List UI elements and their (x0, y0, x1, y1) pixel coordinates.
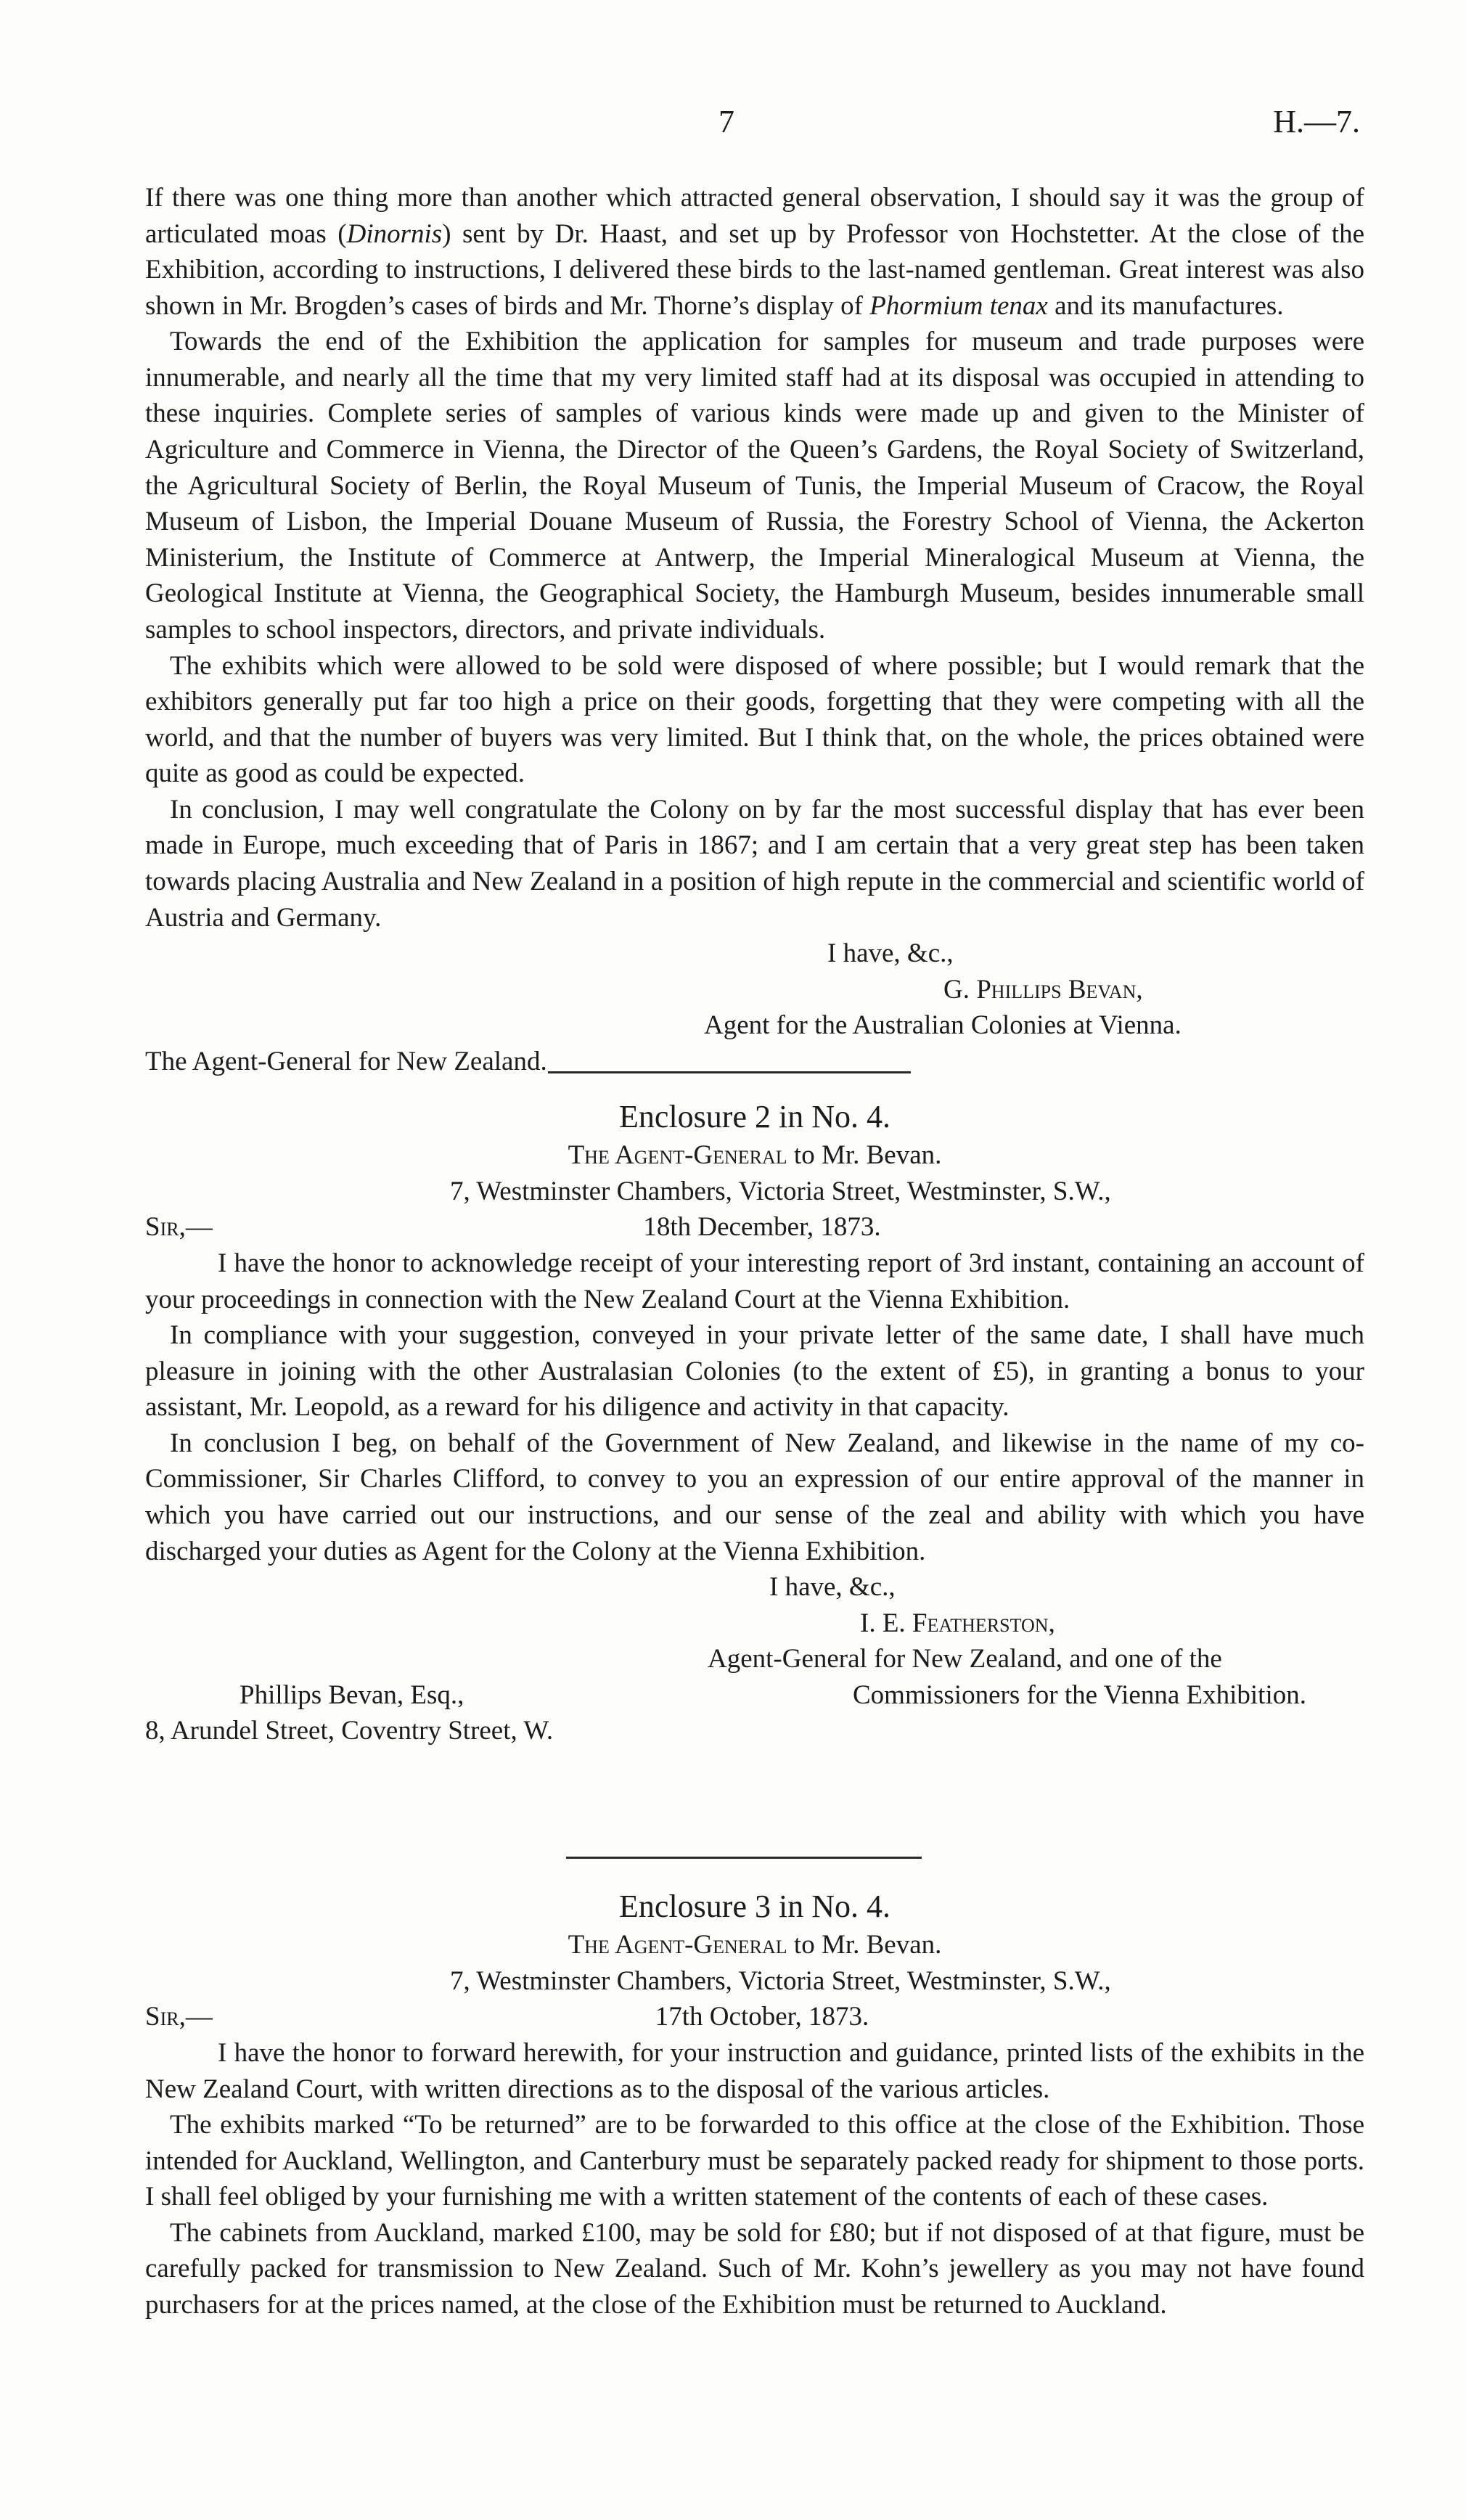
salutation: Sir,— (145, 2002, 213, 2032)
paragraph-samples: Towards the end of the Exhibition the application for samples for museum and trade purposes were innumerable, and nearly all the time that my very limited staff had at its disposal was occupied in attending to these inquiries. Complete series of samples of various kinds were made up and given to the Minister of Agriculture and Commerce in Vienna, the Director of the Queen’s Gardens, the Royal Society of Switzerland, the Agricultural Society of Berlin, the Royal Museum of Tunis, the Imperial Museum of Cracow, the Royal Museum of Lisbon, the Imperial Douane Museum of Russia, the Forestry School of Vienna, the Ackerton Ministerium, the Institute of Commerce at Antwerp, the Imperial Mineralogical Museum at Vienna, the Geological Institute at Vienna, the Geographical Society, the Hamburgh Museum, besides innumerable small samples to school inspectors, directors, and private individuals. (145, 327, 1364, 645)
phormium-term: Phormium tenax (869, 290, 1048, 321)
addressee: The Agent-General for New Zealand. (145, 1046, 547, 1076)
signer-title: Agent for the Australian Colonies at Vienna. (704, 1010, 1182, 1041)
enclosure-3-title: Enclosure 3 in No. 4. (619, 1889, 890, 1924)
paragraph-approval: In conclusion I beg, on behalf of the Government of New Zealand, and likewise in the name of my co-Commissioner, Sir Charles Clifford, to convey to you an expression of our entire approval of the manner in which you have carried out our instructions, and our sense of the zeal and ability with which you have discharged your duties as Agent for the Colony at the Vienna Exhibition. (145, 1428, 1364, 1566)
paragraph-moas: If there was one thing more than another which attracted general observation, I should say it was the group of articulated moas (Dinornis) sent by Dr. Haast, and set up by Professor von Hochstetter. At the close of the Exhibition, according to instructions, I delivered these birds to the last-named gentleman. Great interest was also shown in Mr. Brogden’s cases of birds and Mr. Thorne’s display of Phormium tenax and its manufactures. (145, 183, 1364, 321)
paragraph-returned: The exhibits marked “To be returned” are to be forwarded to this office at the close of the Exhibition. Those intended for Auckland, Wellington, and Canterbury must be separately packed ready for shipment to those ports. I shall feel obliged by your furnishing me with a written statement of the contents of each of these cases. (145, 2110, 1364, 2212)
signer-name: I. E. Featherston, (860, 1608, 1055, 1638)
recipient-and-title-row (145, 1677, 1364, 1714)
enclosure-2-subtitle: The Agent-General to Mr. Bevan. (568, 1140, 942, 1171)
section-divider (566, 1857, 922, 1859)
signer-name: G. Phillips Bevan, (943, 974, 1143, 1005)
letter-body (145, 180, 1364, 1079)
paragraph-sales: The exhibits which were allowed to be sold were disposed of where possible; but I would remark that the exhibitors generally put far too high a price on their goods, forgetting that they were competing with all the world, and that the number of buyers was very limited. But I think that, on the whole, the prices obtained were quite as good as could be expected. (145, 650, 1364, 789)
recipient-address: 8, Arundel Street, Coventry Street, W. (145, 1716, 554, 1746)
paragraph-acknowledge: I have the honor to acknowledge receipt of your interesting report of 3rd instant, containing an account of your proceedings in connection with the New Zealand Court at the Vienna Exhibition. (145, 1248, 1364, 1314)
paragraph-cabinets: The cabinets from Auckland, marked £100, may be sold for £80; but if not disposed of at that figure, must be carefully packed for transmission to New Zealand. Such of Mr. Kohn’s jewellery as you may not have found purchasers for at the prices named, at the close of the Exhibition must be returned to Auckland. (145, 2217, 1364, 2320)
enclosure-3-subtitle: The Agent-General to Mr. Bevan. (568, 1930, 942, 1960)
enclosure-2 (145, 1096, 1364, 1749)
signer-title-line-1: Agent-General for New Zealand, and one of the (708, 1644, 1222, 1674)
signer-title-line-2: Commissioners for the Vienna Exhibition. (852, 1680, 1306, 1710)
paragraph-bonus: In compliance with your suggestion, conveyed in your private letter of the same date, I shall have much pleasure in joining with the other Australasian Colonies (to the extent of £5), in granting a bonus to your assistant, Mr. Leopold, as a reward for his diligence and activity in that capacity. (145, 1320, 1364, 1423)
paragraph-forward: I have the honor to forward herewith, for your instruction and guidance, printed lists of the exhibits in the New Zealand Court, with written directions as to the disposal of the various articles. (145, 2037, 1364, 2104)
dinornis-term: Dinornis (346, 218, 443, 249)
enclosure-3 (145, 1886, 1364, 2323)
letter-date: 17th October, 1873. (655, 2002, 869, 2032)
recipient-name: Phillips Bevan, Esq., (239, 1680, 464, 1710)
paragraph-conclusion: In conclusion, I may well congratulate the Colony on by far the most successful display that has ever been made in Europe, much exceeding that of Paris in 1867; and I am certain that a very great step has been taken towards placing Australia and New Zealand in a position of high repute in the commercial and scientific world of Austria and Germany. (145, 794, 1364, 933)
page-number: 7 (718, 104, 734, 139)
letter-date: 18th December, 1873. (643, 1212, 881, 1243)
signoff: I have, &c., (769, 1572, 896, 1603)
enclosure-2-salutation-row (145, 1209, 1364, 1245)
enclosure-2-title: Enclosure 2 in No. 4. (619, 1099, 890, 1134)
page-reference: H.—7. (1273, 104, 1360, 139)
signoff: I have, &c., (827, 938, 954, 969)
salutation: Sir,— (145, 1212, 213, 1243)
enclosure-3-address: 7, Westminster Chambers, Victoria Street, Westminster, S.W., (450, 1965, 1111, 1996)
enclosure-3-salutation-row (145, 1999, 1364, 2035)
section-divider (548, 1071, 911, 1073)
enclosure-2-address: 7, Westminster Chambers, Victoria Street, Westminster, S.W., (450, 1176, 1111, 1206)
